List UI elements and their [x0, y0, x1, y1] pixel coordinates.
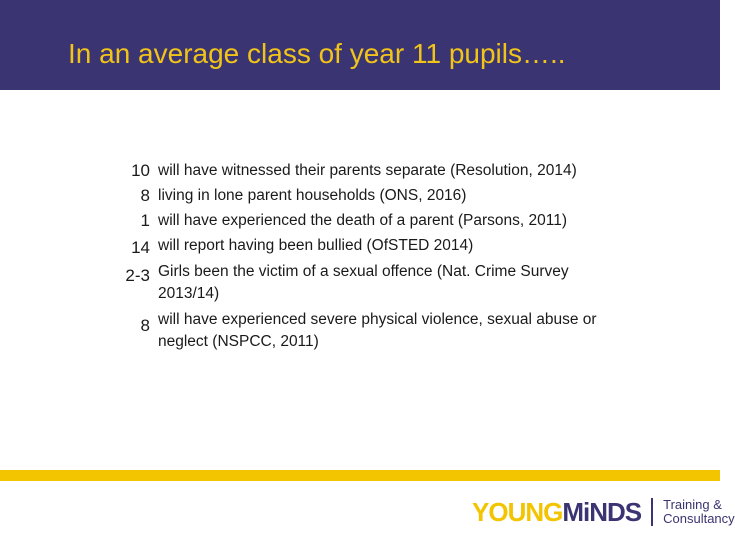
header-brush-edge	[0, 78, 720, 98]
logo-wordmark: YOUNGMiNDS	[472, 497, 642, 527]
stat-number: 2-3	[125, 266, 150, 285]
stat-number: 8	[140, 186, 150, 205]
stat-number: 1	[140, 211, 150, 230]
stat-text: will have witnessed their parents separate (Resolution, 2014)	[158, 162, 577, 179]
stat-text: will have experienced severe physical violence, sexual abuse or neglect (NSPCC, 2011)	[158, 311, 597, 350]
stat-number: 8	[140, 316, 150, 335]
stat-text: will report having been bullied (OfSTED 2014)	[158, 237, 474, 254]
footer-accent-bar	[0, 470, 720, 481]
list-item	[118, 309, 608, 353]
stat-number: 14	[131, 238, 150, 257]
stat-text: will have experienced the death of a parent (Parsons, 2011)	[158, 212, 567, 229]
slide-title: In an average class of year 11 pupils…..	[68, 38, 566, 69]
stat-text: Girls been the victim of a sexual offence (Nat. Crime Survey 2013/14)	[158, 263, 569, 302]
list-item	[118, 207, 608, 232]
logo-subtitle: Training & Consultancy	[663, 497, 735, 526]
stat-text: living in lone parent households (ONS, 2016)	[158, 187, 467, 204]
logo-divider	[651, 498, 653, 526]
list-item	[118, 232, 608, 259]
list-item	[118, 259, 608, 305]
list-item	[118, 182, 608, 207]
youngminds-logo	[472, 496, 735, 528]
list-item	[118, 160, 608, 182]
stats-list	[118, 160, 608, 353]
stat-number: 10	[131, 161, 150, 180]
